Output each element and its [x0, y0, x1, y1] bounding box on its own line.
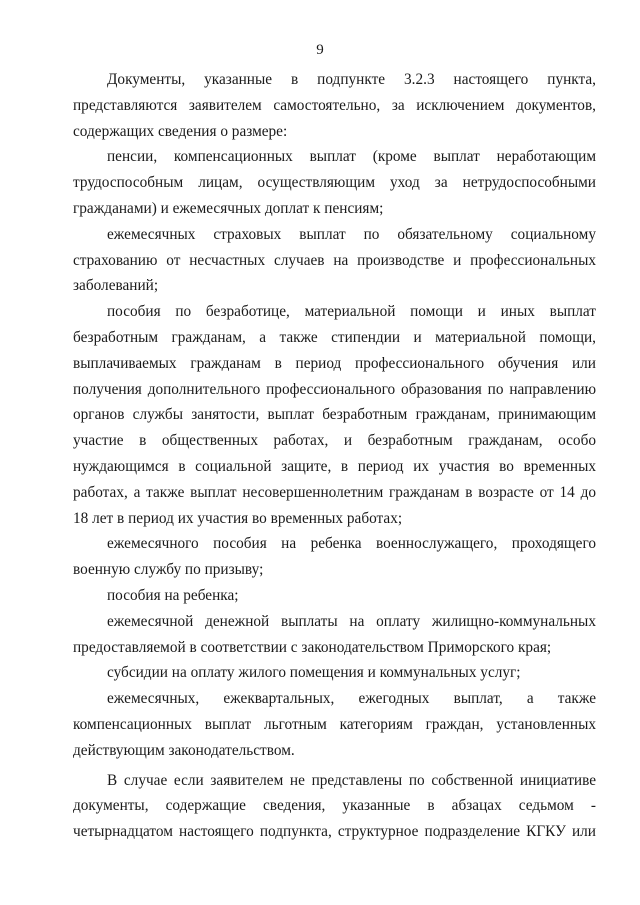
- paragraph-housing-subsidy: [73, 660, 596, 686]
- text-line: представляются заявителем самостоятельно, за исключением документов,: [73, 96, 596, 114]
- text-line: получения дополнительного профессионального образования по направлению: [73, 380, 596, 398]
- text-line: участие в общественных работах, и безработным гражданам, особо: [73, 432, 596, 450]
- text-line: Документы, указанные в подпункте 3.2.3 настоящего пункта,: [107, 71, 596, 88]
- paragraph-not-submitted: [73, 768, 596, 845]
- paragraph-pension: [73, 144, 596, 221]
- paragraph-insurance-payments: [73, 222, 596, 299]
- paragraph-child-allowance: [73, 583, 596, 609]
- text-line: ежемесячных страховых выплат по обязательному социальному: [107, 225, 596, 243]
- text-line: субсидии на оплату жилого помещения и коммунальных услуг;: [107, 664, 521, 682]
- text-line: пособия по безработице, материальной помощи и иных выплат: [107, 303, 596, 321]
- text-line: нуждающимся в социальной защите, в период их участия во временных: [73, 457, 596, 475]
- text-line: ежемесячного пособия на ребенка военнослужащего, проходящего: [107, 535, 596, 553]
- text-line: пособия на ребенка;: [107, 586, 239, 604]
- paragraph-military-child-allowance: [73, 531, 596, 583]
- document-body: [73, 67, 596, 845]
- text-line: В случае если заявителем не представлены по собственной инициативе: [107, 771, 596, 789]
- paragraph-housing-payment: [73, 609, 596, 661]
- text-line: безработным гражданам, а также стипендии и материальной помощи,: [73, 328, 596, 346]
- text-line: ежемесячной денежной выплаты на оплату жилищно-коммунальных: [107, 612, 596, 630]
- text-line: документы, содержащие сведения, указанные в абзацах седьмом -: [73, 797, 596, 815]
- text-line: гражданами) и ежемесячных доплат к пенсиям;: [73, 199, 384, 217]
- text-line: действующим законодательством.: [73, 741, 295, 759]
- text-line: заболеваний;: [73, 277, 159, 295]
- text-line: страхованию от несчастных случаев на производстве и профессиональных: [73, 251, 596, 269]
- text-line: работах, а также выплат несовершеннолетним гражданам в возрасте от 14 до: [73, 483, 596, 501]
- text-line: 18 лет в период их участия во временных работах;: [73, 509, 403, 527]
- text-line: четырнадцатом настоящего подпункта, структурное подразделение КГКУ или: [73, 823, 596, 841]
- text-line: пенсии, компенсационных выплат (кроме выплат неработающим: [107, 148, 596, 166]
- text-line: органов службы занятости, выплат безработным гражданам, принимающим: [73, 406, 596, 424]
- page-number: 9: [316, 42, 324, 58]
- text-line: военную службу по призыву;: [73, 561, 264, 579]
- text-line: компенсационных выплат льготным категориям граждан, установленных: [73, 715, 596, 733]
- text-line: ежемесячных, ежеквартальных, ежегодных выплат, а также: [107, 690, 596, 708]
- text-line: выплачиваемых гражданам в период профессионального обучения или: [73, 354, 596, 372]
- text-line: трудоспособным лицам, осуществляющим уход за нетрудоспособными: [73, 174, 596, 192]
- paragraph-documents-intro: [73, 67, 596, 144]
- paragraph-periodic-payments: [73, 686, 596, 763]
- text-line: содержащих сведения о размере:: [73, 122, 288, 140]
- text-line: предоставляемой в соответствии с законодательством Приморского края;: [73, 638, 552, 656]
- paragraph-unemployment-benefits: [73, 299, 596, 531]
